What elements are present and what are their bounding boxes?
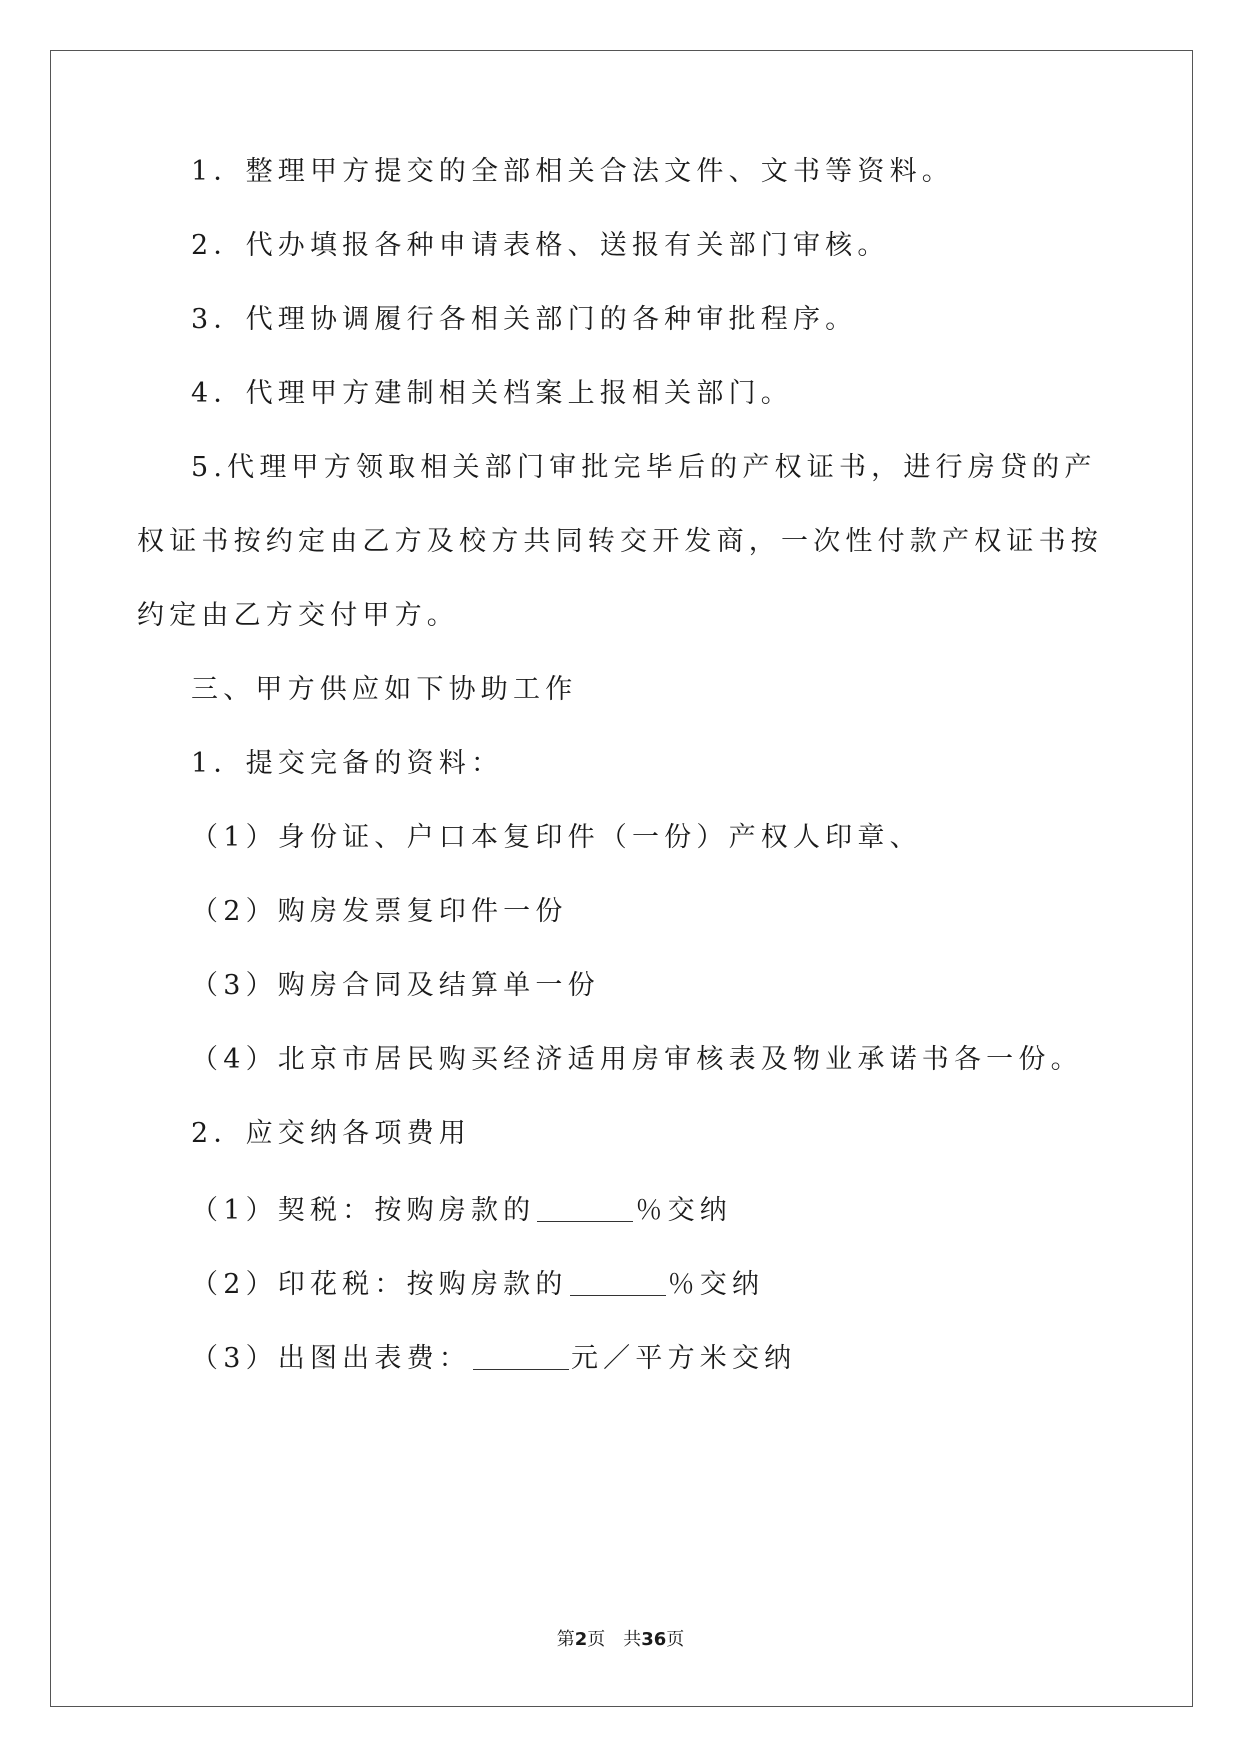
fill-in-blank bbox=[473, 1342, 569, 1370]
total-page-count: 36 bbox=[641, 1629, 667, 1650]
item-3: 3．代理协调履行各相关部门的各种审批程序。 bbox=[191, 304, 858, 335]
sub-item-2: 2．应交纳各项费用 bbox=[191, 1118, 471, 1149]
current-page-number: 2 bbox=[574, 1629, 588, 1650]
doc-item-1: （1）身份证、户口本复印件（一份）产权人印章、 bbox=[191, 822, 922, 853]
item-2: 2．代办填报各种申请表格、送报有关部门审核。 bbox=[191, 230, 890, 261]
fee-item-3 bbox=[191, 1342, 796, 1372]
item-5-line-2: 权证书按约定由乙方及校方共同转交开发商，一次性付款产权证书按 bbox=[137, 526, 1103, 557]
fee-item-3-label: （3）出图出表费： bbox=[191, 1343, 471, 1374]
item-5-line-1: 5.代理甲方领取相关部门审批完毕后的产权证书，进行房贷的产 bbox=[191, 452, 1097, 483]
footer-prefix: 第 bbox=[556, 1629, 575, 1650]
sub-item-1: 1．提交完备的资料： bbox=[191, 748, 504, 779]
footer-middle: 页 共 bbox=[587, 1629, 642, 1650]
fee-item-1 bbox=[191, 1194, 732, 1224]
doc-item-2: （2）购房发票复印件一份 bbox=[191, 896, 568, 927]
fee-item-3-unit: 元／平方米交纳 bbox=[570, 1343, 797, 1374]
fill-in-blank bbox=[537, 1194, 633, 1222]
fee-item-1-unit: ％交纳 bbox=[635, 1195, 732, 1226]
fee-item-2-unit: ％交纳 bbox=[667, 1269, 765, 1300]
section-heading-3: 三、甲方供应如下协助工作 bbox=[191, 674, 578, 705]
item-4: 4．代理甲方建制相关档案上报相关部门。 bbox=[191, 378, 793, 409]
doc-item-3: （3）购房合同及结算单一份 bbox=[191, 970, 600, 1001]
item-5-line-3: 约定由乙方交付甲方。 bbox=[137, 600, 459, 631]
footer-suffix: 页 bbox=[666, 1629, 685, 1650]
fill-in-blank bbox=[570, 1268, 666, 1296]
fee-item-1-label: （1）契税：按购房款的 bbox=[191, 1195, 536, 1226]
page-border bbox=[50, 50, 1193, 1707]
page-footer bbox=[0, 1631, 1241, 1649]
fee-item-2-label: （2）印花税：按购房款的 bbox=[191, 1269, 568, 1300]
item-1: 1．整理甲方提交的全部相关合法文件、文书等资料。 bbox=[191, 156, 954, 187]
fee-item-2 bbox=[191, 1268, 764, 1298]
doc-item-4: （4）北京市居民购买经济适用房审核表及物业承诺书各一份。 bbox=[191, 1044, 1083, 1075]
